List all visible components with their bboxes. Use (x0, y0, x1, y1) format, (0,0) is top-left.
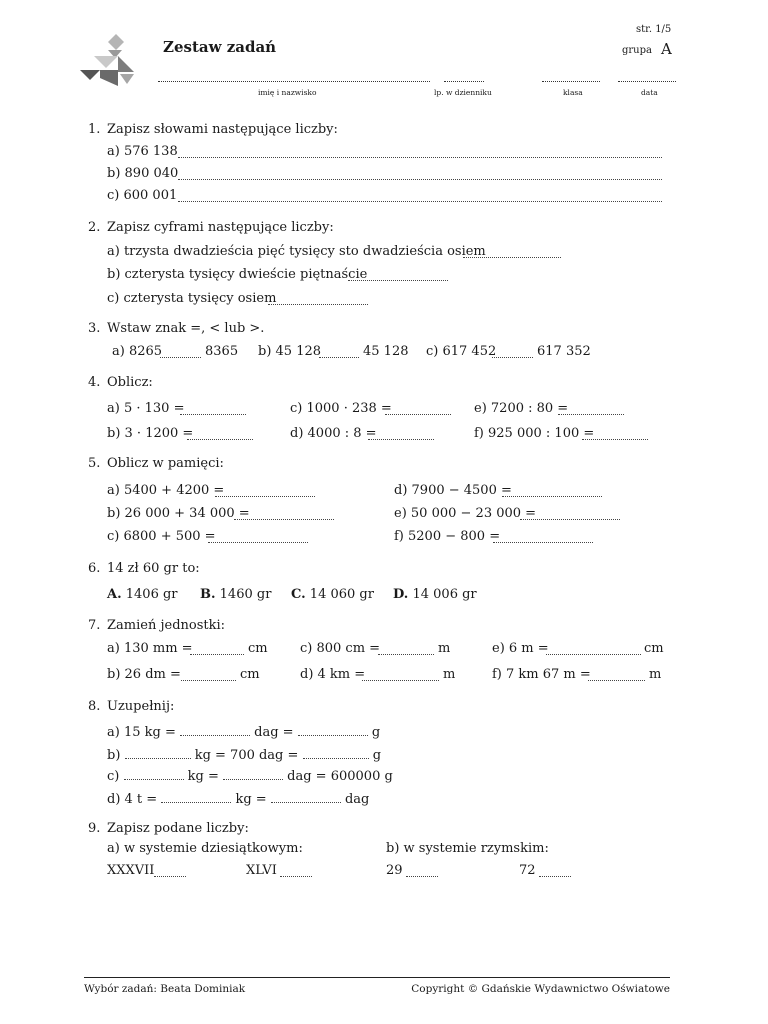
footer-copyright: Copyright © Gdańskie Wydawnictwo Oświatowe (411, 983, 670, 995)
q6-option-c-letter: C. (291, 587, 306, 602)
q2-answer-a[interactable] (463, 247, 561, 258)
name-field-label: imię i nazwisko (258, 88, 317, 97)
q8-c-part3: dag = 600000 g (287, 769, 393, 784)
q8-b-part1: b) (107, 748, 121, 763)
q5-answer-f[interactable] (493, 532, 593, 543)
q9-item-1: XXXVII (107, 863, 155, 878)
q5-answer-d[interactable] (502, 486, 602, 497)
q2-item-c: c) czterysta tysięcy osiem (107, 291, 277, 306)
q4-item-f: f) 925 000 : 100 = (474, 426, 595, 441)
q6-option-c[interactable] (291, 588, 374, 601)
date-field-label: data (641, 88, 658, 97)
q5-item-a: a) 5400 + 4200 = (107, 483, 225, 498)
q9-b-label: b) w systemie rzymskim: (386, 841, 549, 856)
q9-answer-3[interactable] (406, 866, 438, 877)
q3-item-c-right: 617 352 (537, 344, 591, 359)
q6-option-a-letter: A. (107, 587, 122, 602)
q8-c-part2: kg = (187, 769, 219, 784)
question-8-number: 8. (88, 699, 101, 714)
question-1-text: Zapisz słowami następujące liczby: (107, 122, 338, 137)
q2-answer-c[interactable] (268, 294, 368, 305)
q1-answer-a[interactable] (178, 147, 662, 158)
q2-answer-b[interactable] (348, 270, 448, 281)
q3-answer-a[interactable] (160, 347, 201, 358)
q7-item-f: f) 7 km 67 m = (492, 667, 591, 682)
question-7-number: 7. (88, 618, 101, 633)
q7-answer-d[interactable] (362, 670, 439, 681)
question-2-number: 2. (88, 220, 101, 235)
q1-item-b: b) 890 040 (107, 166, 179, 181)
q9-item-2: XLVI (246, 863, 277, 878)
name-field-line[interactable] (158, 72, 430, 82)
q5-item-e: e) 50 000 − 23 000 = (394, 506, 537, 521)
q7-unit-b: cm (240, 667, 260, 682)
q8-line-c (107, 767, 393, 783)
q7-answer-a[interactable] (190, 644, 244, 655)
q8-b-blank1[interactable] (125, 746, 191, 759)
q8-line-b (107, 746, 381, 762)
q7-answer-f[interactable] (588, 670, 645, 681)
q7-answer-c[interactable] (378, 644, 434, 655)
class-field-line[interactable] (542, 72, 600, 82)
question-1-number: 1. (88, 122, 101, 137)
question-3-number: 3. (88, 321, 101, 336)
q7-unit-e: cm (644, 641, 664, 656)
q4-answer-e[interactable] (558, 404, 624, 415)
q6-option-a[interactable] (107, 588, 178, 601)
q4-answer-b[interactable] (187, 429, 253, 440)
q6-option-d-value: 14 006 gr (412, 587, 477, 602)
q9-item-4: 72 (519, 863, 536, 878)
q1-answer-b[interactable] (178, 169, 662, 180)
q8-line-a (107, 723, 380, 739)
q8-d-part1: d) 4 t = (107, 792, 158, 807)
q6-option-c-value: 14 060 gr (309, 587, 374, 602)
group-label: grupa (622, 45, 652, 56)
q7-item-e: e) 6 m = (492, 641, 549, 656)
footer-author: Wybór zadań: Beata Dominiak (84, 983, 246, 995)
q2-item-a: a) trzysta dwadzieścia pięć tysięcy sto dwadzieścia osiem (107, 244, 486, 259)
footer-divider (84, 977, 670, 978)
q4-item-a: a) 5 · 130 = (107, 401, 185, 416)
page-number: str. 1/5 (636, 24, 672, 35)
class-field-label: klasa (563, 88, 583, 97)
q1-answer-c[interactable] (178, 191, 662, 202)
q7-item-c: c) 800 cm = (300, 641, 381, 656)
q6-option-b-value: 1460 gr (219, 587, 272, 602)
question-5-number: 5. (88, 456, 101, 471)
q4-answer-d[interactable] (368, 429, 434, 440)
q8-a-blank2[interactable] (298, 723, 368, 736)
question-8-text: Uzupełnij: (107, 699, 175, 714)
q8-b-blank2[interactable] (303, 746, 369, 759)
q7-item-d: d) 4 km = (300, 667, 366, 682)
q5-answer-c[interactable] (208, 532, 308, 543)
question-4-text: Oblicz: (107, 375, 153, 390)
q4-item-d: d) 4000 : 8 = (290, 426, 377, 441)
question-3-text: Wstaw znak =, < lub >. (107, 321, 265, 336)
journal-number-field-line[interactable] (444, 72, 484, 82)
q1-item-c: c) 600 001 (107, 188, 178, 203)
q8-a-part3: g (371, 725, 381, 740)
q6-option-b[interactable] (200, 588, 271, 601)
q7-answer-e[interactable] (546, 644, 641, 655)
group-value: A (661, 40, 672, 58)
q7-answer-b[interactable] (181, 670, 236, 681)
q3-answer-b[interactable] (319, 347, 359, 358)
date-field-line[interactable] (618, 72, 676, 82)
q8-c-blank1[interactable] (124, 767, 184, 780)
q9-answer-1[interactable] (154, 866, 186, 877)
q3-item-a-right: 8365 (205, 344, 239, 359)
journal-number-field-label: lp. w dzienniku (434, 88, 492, 97)
q6-option-d[interactable] (393, 588, 477, 601)
q3-item-a-left: a) 8265 (112, 344, 163, 359)
q4-item-e: e) 7200 : 80 = (474, 401, 569, 416)
q5-item-f: f) 5200 − 800 = (394, 529, 501, 544)
page-title: Zestaw zadań (163, 38, 277, 56)
q8-d-part2: kg = (235, 792, 267, 807)
q4-answer-c[interactable] (385, 404, 451, 415)
q7-item-b: b) 26 dm = (107, 667, 181, 682)
q8-d-blank2[interactable] (271, 790, 341, 803)
q5-answer-a[interactable] (215, 486, 315, 497)
q9-answer-2[interactable] (280, 866, 312, 877)
q5-item-d: d) 7900 − 4500 = (394, 483, 512, 498)
q4-answer-a[interactable] (180, 404, 246, 415)
q7-unit-c: m (438, 641, 451, 656)
publisher-logo (78, 34, 136, 88)
q3-item-b-left: b) 45 128 (258, 344, 322, 359)
q7-unit-d: m (443, 667, 456, 682)
q3-item-b-right: 45 128 (363, 344, 409, 359)
q6-option-a-value: 1406 gr (125, 587, 178, 602)
q5-answer-b[interactable] (234, 509, 334, 520)
q8-a-blank1[interactable] (180, 723, 250, 736)
question-6-number: 6. (88, 561, 101, 576)
q9-a-label: a) w systemie dziesiątkowym: (107, 841, 303, 856)
question-7-text: Zamień jednostki: (107, 618, 226, 633)
q4-answer-f[interactable] (582, 429, 648, 440)
q6-option-b-letter: B. (200, 587, 216, 602)
q3-answer-c[interactable] (492, 347, 533, 358)
q7-item-a: a) 130 mm = (107, 641, 193, 656)
question-5-text: Oblicz w pamięci: (107, 456, 224, 471)
question-9-number: 9. (88, 821, 101, 836)
question-6-text: 14 zł 60 gr to: (107, 561, 200, 576)
q8-d-blank1[interactable] (161, 790, 231, 803)
q8-c-blank2[interactable] (223, 767, 283, 780)
q1-item-a: a) 576 138 (107, 144, 178, 159)
q5-answer-e[interactable] (520, 509, 620, 520)
question-9-text: Zapisz podane liczby: (107, 821, 249, 836)
q9-item-3: 29 (386, 863, 403, 878)
q8-b-part3: g (372, 748, 382, 763)
q8-c-part1: c) (107, 769, 120, 784)
q8-b-part2: kg = 700 dag = (194, 748, 299, 763)
q2-item-b: b) czterysta tysięcy dwieście piętnaście (107, 267, 368, 282)
q5-item-b: b) 26 000 + 34 000 = (107, 506, 250, 521)
q8-line-d (107, 790, 369, 806)
question-2-text: Zapisz cyframi następujące liczby: (107, 220, 334, 235)
q7-unit-a: cm (248, 641, 268, 656)
q9-answer-4[interactable] (539, 866, 571, 877)
q7-unit-f: m (649, 667, 662, 682)
q8-a-part2: dag = (254, 725, 294, 740)
q3-item-c-left: c) 617 452 (426, 344, 497, 359)
q6-option-d-letter: D. (393, 587, 409, 602)
q5-item-c: c) 6800 + 500 = (107, 529, 216, 544)
q8-a-part1: a) 15 kg = (107, 725, 176, 740)
q4-item-c: c) 1000 · 238 = (290, 401, 392, 416)
question-4-number: 4. (88, 375, 101, 390)
q8-d-part3: dag (344, 792, 370, 807)
q4-item-b: b) 3 · 1200 = (107, 426, 194, 441)
